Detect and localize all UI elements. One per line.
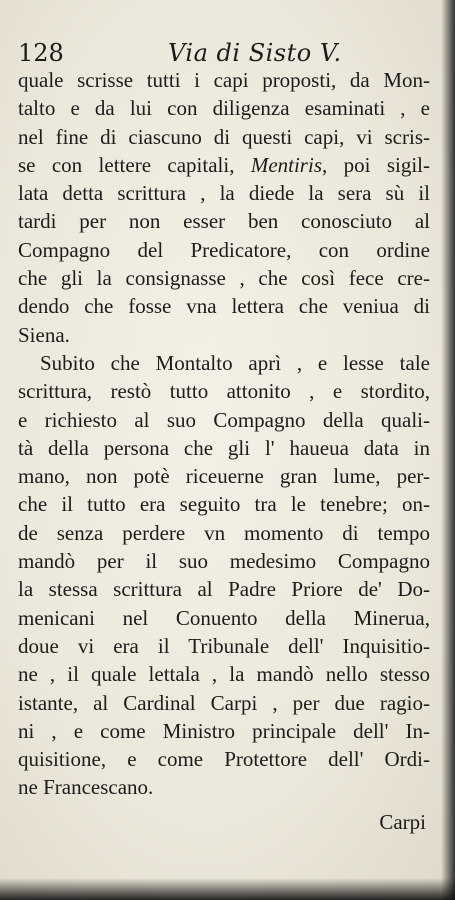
page-header <box>18 36 428 70</box>
text-line: Compagno del Predicatore, con ordine <box>18 237 430 262</box>
text-line: ni , e come Ministro principale dell' In- <box>18 718 430 743</box>
text-segment: , poi sigil- <box>322 152 430 177</box>
text-line: nel fine di ciascuno di questi capi, vi scris- <box>18 124 430 149</box>
text-line: Siena. <box>18 322 70 347</box>
text-line: de senza perdere vn momento di tempo <box>18 520 430 545</box>
italic-word: Mentiris <box>250 152 322 177</box>
text-line: menicani nel Conuento della Minerua, <box>18 605 430 630</box>
text-line: talto e da lui con diligenza esaminati , e <box>18 96 430 121</box>
paragraph-first-line: Subito che Montalto aprì , e lesse tale <box>40 350 430 375</box>
text-line: ne Francescano. <box>18 775 154 800</box>
text-line: lata detta scrittura , la diede la sera sù il <box>18 181 430 206</box>
text-line: quale scrisse tutti i capi proposti, da Mon- <box>18 68 430 92</box>
text-line: istante, al Cardinal Carpi , per due ragio- <box>18 690 430 715</box>
text-segment: se con lettere capitali, <box>18 152 235 177</box>
text-line: che il tutto era seguito tra le tenebre; on- <box>18 492 430 517</box>
text-line: scrittura, restò tutto attonito , e stordito, <box>18 379 430 404</box>
page-number: 128 <box>18 39 64 67</box>
text-line: che gli la consignasse , che così fece cre- <box>18 266 430 291</box>
running-head: Via di Sisto V. <box>168 39 342 67</box>
text-line: tardi per non esser ben conosciuto al <box>18 209 430 234</box>
text-line: ne , il quale lettala , la mandò nello stesso <box>18 662 430 687</box>
text-line-with-italic <box>18 151 430 179</box>
text-line: doue vi era il Tribunale dell' Inquisitio- <box>18 633 430 658</box>
body-text <box>18 66 430 802</box>
catchword: Carpi <box>379 810 426 834</box>
text-line: e richiesto al suo Compagno della quali- <box>18 407 430 432</box>
text-line: mano, non potè riceuerne gran lume, per- <box>18 464 430 489</box>
text-line: tà della persona che gli l' haueua data in <box>18 435 430 460</box>
page-bottom-shadow <box>0 878 455 900</box>
text-line: mandò per il suo medesimo Compagno <box>18 549 430 574</box>
text-line: dendo che fosse vna lettera che veniua di <box>18 294 430 319</box>
text-line: la stessa scrittura al Padre Priore de' Do- <box>18 577 430 602</box>
page-edge-shadow <box>441 0 455 900</box>
text-line: quisitione, e come Protettore dell' Ordi- <box>18 747 430 772</box>
